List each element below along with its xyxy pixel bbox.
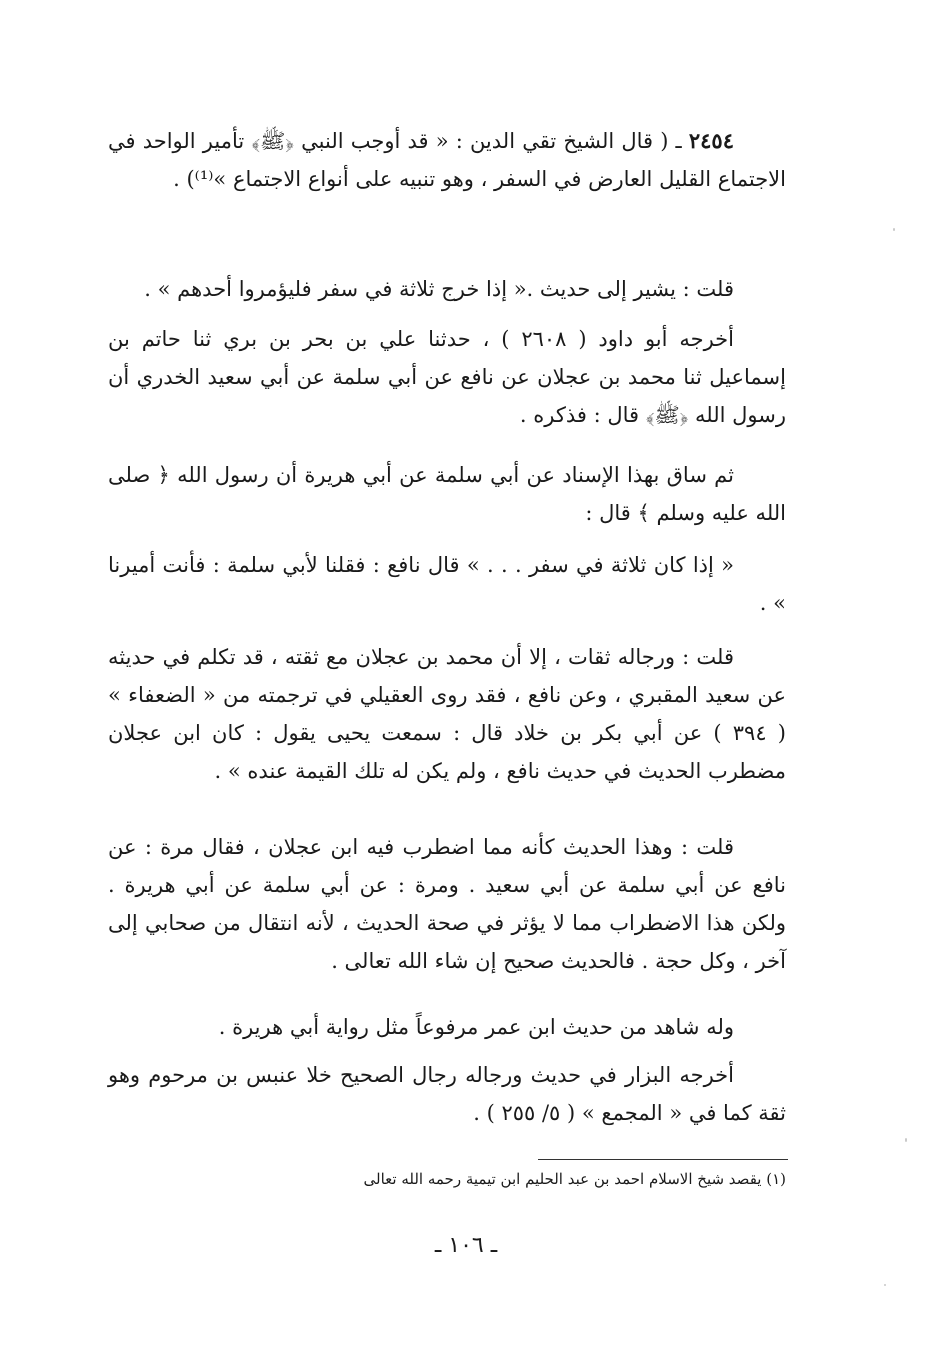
- paragraph-abu-dawud: أخرجه أبو داود ( ٢٦٠٨ ) ، حدثنا علي بن بحر بن بري ثنا حاتم بن إسماعيل ثنا محمد بن عجلان عن نافع عن أبي سلمة عن أبي سعيد الخدري أن رسول الله ﴿ﷺ﴾ قال : فذكره .: [108, 327, 786, 427]
- paragraph-abu-hurayra: ثم ساق بهذا الإسناد عن أبي سلمة عن أبي هريرة أن رسول الله ﴿ صلى الله عليه وسلم ﴾ قال :: [108, 463, 786, 525]
- paragraph-qult-2: قلت : ورجاله ثقات ، إلا أن محمد بن عجلان مع ثقته ، قد تكلم في حديثه عن سعيد المقبري ، وعن نافع ، فقد روى العقيلي في ترجمته من « الضعفاء » ( ٣٩٤ ) عن أبي بكر بن خلاد قال : سمعت يحيى يقول : كان ابن عجلان مضطرب الحديث في حديث نافع ، ولم يكن له تلك القيمة عنده » .: [108, 645, 786, 783]
- footnote: (١) يقصد شيخ الاسلام احمد بن عبد الحليم ابن تيمية رحمه الله تعالى: [363, 1170, 786, 1188]
- scan-speck: [884, 1284, 886, 1286]
- entry-number: ٢٤٥٤: [688, 128, 734, 153]
- paragraph-text: ـ ( قال الشيخ تقي الدين : « قد أوجب النبي ﴿ﷺ﴾ تأمير الواحد في الاجتماع القليل العارض في السفر ، وهو تنبيه على أنواع الاجتماع »⁽¹⁾) .: [108, 129, 786, 191]
- scan-speck: [893, 228, 895, 231]
- paragraph-bazzar: أخرجه البزار في حديث ورجاله رجال الصحيح خلا عنبس بن مرحوم وهو ثقة كما في « المجمع » ( ٥/ ٢٥٥ ) .: [108, 1063, 786, 1125]
- paragraph-qult-3: قلت : وهذا الحديث كأنه مما اضطرب فيه ابن عجلان ، فقال مرة : عن نافع عن أبي سلمة عن أبي سعيد . ومرة : عن أبي سلمة عن أبي هريرة . ولكن هذا الاضطراب مما لا يؤثر في صحة الحديث ، لأنه انتقال من صحابي إلى آخر ، وكل حجة . فالحديث صحيح إن شاء الله تعالى .: [108, 835, 786, 973]
- paragraph-hadith-text: « إذا كان ثلاثة في سفر . . . » قال نافع : فقلنا لأبي سلمة : فأنت أميرنا » .: [108, 553, 786, 615]
- page-number: ـ ١٠٦ ـ: [434, 1233, 498, 1258]
- footnote-divider: [538, 1159, 788, 1160]
- paragraph-qult-1: قلت : يشير إلى حديث .« إذا خرج ثلاثة في سفر فليؤمروا أحدهم » .: [144, 277, 734, 301]
- paragraph-shahid: وله شاهد من حديث ابن عمر مرفوعاً مثل رواية أبي هريرة .: [218, 1015, 734, 1039]
- scan-speck: [905, 1138, 907, 1142]
- paragraph-2454: [108, 122, 786, 198]
